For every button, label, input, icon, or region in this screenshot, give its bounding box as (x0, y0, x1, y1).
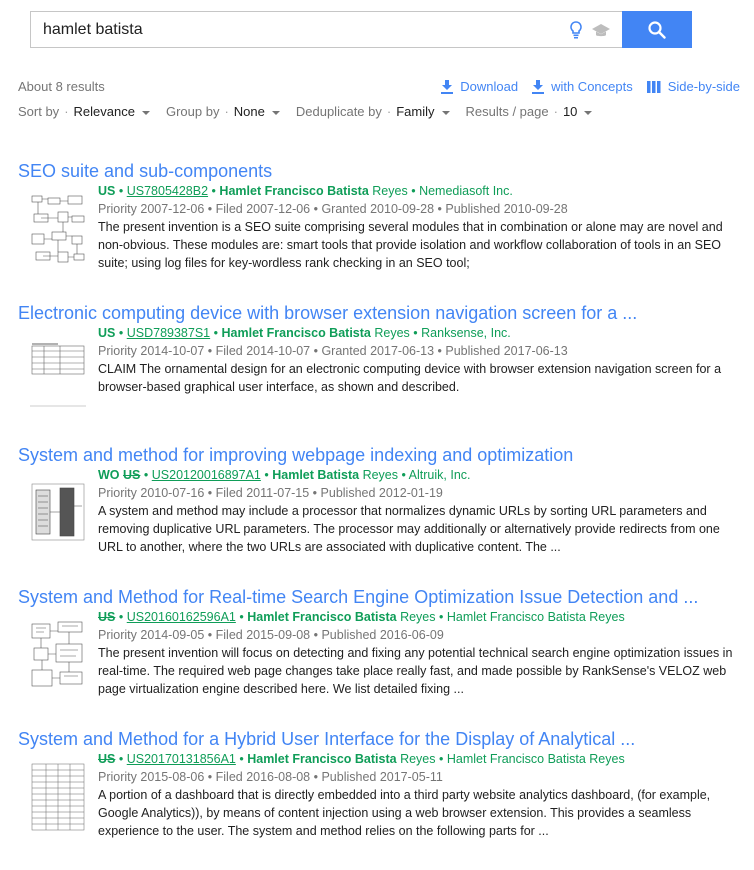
caret-down-icon (442, 111, 450, 115)
bullet-separator: • (213, 326, 219, 340)
result-publication-line (98, 324, 743, 342)
bullet-separator: • (438, 610, 444, 624)
concepts-label: with Concepts (551, 79, 633, 94)
result-item (18, 728, 743, 870)
results-per-page-dropdown[interactable] (563, 104, 592, 119)
results-meta-row (18, 79, 740, 95)
search-input[interactable] (43, 20, 543, 40)
result-dates: Priority 2014-09-05 • Filed 2015-09-08 • Published 2016-06-09 (98, 628, 444, 642)
result-abstract: CLAIM The ornamental design for an electronic computing device with browser extension navigation screen for a browser-based graphical user interface, as shown and described. (98, 362, 722, 394)
assignee-name: Hamlet Francisco Batista Reyes (446, 752, 625, 766)
result-thumbnail[interactable] (28, 760, 88, 836)
result-item (18, 160, 743, 302)
result-details (98, 750, 743, 840)
bullet-separator: • (118, 326, 124, 340)
inventor-name: Hamlet Batista (272, 468, 360, 482)
publication-number-link[interactable]: USD789387S1 (126, 326, 211, 340)
result-thumbnail[interactable] (28, 476, 88, 552)
result-abstract: The present invention is a SEO suite comprising several modules that in combination or alone may are novel and non-obvious. These modules are: smart tools that provide isolation and workflow collaboration of tools in an SEO suite; using log files for key-wordless rank checking in an SEO tool; (98, 220, 723, 270)
download-with-concepts-button[interactable] (532, 79, 633, 94)
result-title-link[interactable]: Electronic computing device with browser extension navigation screen for a ... (18, 303, 638, 323)
result-details (98, 466, 743, 556)
deduplicate-control (296, 104, 450, 119)
bullet-separator: • (211, 184, 216, 198)
group-by-dropdown[interactable] (234, 104, 280, 119)
side-by-side-label: Side-by-side (667, 79, 740, 94)
publication-number-link[interactable]: US20160162596A1 (126, 610, 236, 624)
result-title-link[interactable]: System and method for improving webpage indexing and optimization (18, 445, 574, 465)
inventor-rest: Reyes (372, 184, 408, 198)
result-publication-line (98, 750, 743, 768)
publication-number-link[interactable]: US20120016897A1 (151, 468, 261, 482)
country-code: US (98, 184, 116, 198)
inventor-rest: Reyes (400, 752, 436, 766)
inventor-name: Hamlet Francisco Batista (221, 326, 371, 340)
download-button[interactable] (441, 79, 518, 94)
bullet-separator: • (118, 610, 124, 624)
deduplicate-value: Family (396, 104, 435, 119)
results-list (18, 160, 743, 870)
bullet-separator: • (401, 468, 406, 482)
download-icon (441, 80, 453, 94)
country-code: WO (98, 468, 120, 482)
group-by-label: Group by (165, 104, 220, 119)
assignee-name: Hamlet Francisco Batista Reyes (446, 610, 625, 624)
search-bar (30, 11, 692, 48)
results-per-page-control (466, 104, 593, 119)
inventor-name: Hamlet Francisco Batista (247, 610, 397, 624)
result-dates: Priority 2010-07-16 • Filed 2011-07-15 • Published 2012-01-19 (98, 486, 443, 500)
sort-by-value: Relevance (73, 104, 135, 119)
caret-down-icon (584, 111, 592, 115)
inventor-rest: Reyes (374, 326, 410, 340)
group-by-value: None (233, 104, 265, 119)
result-abstract: A system and method may include a processor that normalizes dynamic URLs by sorting URL parameters and removing duplicative URL parameters. The processor may additionally or alternatively provide redirects from one URL to another, where the two URLs are associated with duplicative content. The ... (98, 504, 720, 554)
bullet-separator: • (239, 610, 244, 624)
side-by-side-button[interactable] (647, 79, 740, 94)
country-code-struck: US (98, 610, 116, 624)
results-count: About 8 results (18, 79, 105, 94)
result-item (18, 444, 743, 586)
inventor-name: Hamlet Francisco Batista (219, 184, 369, 198)
inventor-name: Hamlet Francisco Batista (247, 752, 397, 766)
assignee-name: Ranksense, Inc. (421, 326, 511, 340)
sort-separator: · (224, 104, 229, 119)
result-item (18, 302, 743, 444)
caret-down-icon (272, 111, 280, 115)
inventor-rest: Reyes (362, 468, 398, 482)
bullet-separator: • (118, 752, 124, 766)
search-icon (648, 21, 666, 39)
result-publication-line (98, 608, 743, 626)
result-thumbnail[interactable] (28, 334, 88, 410)
result-title-link[interactable]: System and Method for Real-time Search Engine Optimization Issue Detection and ... (18, 587, 699, 607)
sort-separator: · (386, 104, 392, 119)
bullet-separator: • (413, 326, 418, 340)
bullet-separator: • (118, 184, 124, 198)
deduplicate-label: Deduplicate by (295, 104, 382, 119)
group-by-control (166, 104, 280, 119)
country-code-struck: US (98, 752, 116, 766)
results-per-page-value: 10 (562, 104, 578, 119)
result-publication-line (98, 466, 743, 484)
sort-separator: · (553, 104, 558, 119)
bullet-separator: • (143, 468, 149, 482)
result-details (98, 608, 743, 698)
bullet-separator: • (264, 468, 269, 482)
publication-number-link[interactable]: US20170131856A1 (126, 752, 236, 766)
result-abstract: The present invention will focus on detecting and fixing any potential technical search engine optimization issues in real-time. The required web page changes take place really fast, and made possible by RankSense's VELOZ web page virtualization engine described here. We list detailed fixing ... (98, 646, 733, 696)
result-details (98, 324, 743, 396)
result-publication-line (98, 182, 743, 200)
result-actions (427, 79, 740, 94)
sort-by-dropdown[interactable] (74, 104, 150, 119)
result-dates: Priority 2014-10-07 • Filed 2014-10-07 • Granted 2017-06-13 • Published 2017-06-13 (98, 344, 568, 358)
results-per-page-label: Results / page (465, 104, 549, 119)
caret-down-icon (142, 111, 150, 115)
sort-by-control (18, 104, 150, 119)
search-box[interactable] (30, 11, 622, 48)
school-icon[interactable] (591, 21, 611, 39)
country-code-struck: US (123, 468, 141, 482)
download-label: Download (460, 79, 519, 94)
result-thumbnail[interactable] (28, 192, 88, 268)
result-thumbnail[interactable] (28, 618, 88, 694)
publication-number-link[interactable]: US7805428B2 (126, 184, 209, 198)
sort-separator: · (64, 104, 69, 119)
result-item (18, 586, 743, 728)
country-code: US (98, 326, 116, 340)
deduplicate-dropdown[interactable] (396, 104, 449, 119)
inventor-rest: Reyes (400, 610, 436, 624)
result-abstract: A portion of a dashboard that is directly embedded into a third party website analytics dashboard, (for example, Google Analytics)), by means of content injection using a web browser extension. This provides a seamless experience to the user. The system and method relies on the following parts for ... (98, 788, 711, 838)
result-dates: Priority 2015-08-06 • Filed 2016-08-08 • Published 2017-05-11 (98, 770, 443, 784)
result-dates: Priority 2007-12-06 • Filed 2007-12-06 • Granted 2010-09-28 • Published 2010-09-28 (98, 202, 568, 216)
search-button[interactable] (622, 11, 692, 48)
bullet-separator: • (438, 752, 444, 766)
sort-controls (18, 104, 608, 119)
concepts-download-icon (532, 80, 544, 94)
bullet-separator: • (239, 752, 244, 766)
bullet-separator: • (411, 184, 416, 198)
sort-by-label: Sort by (18, 104, 60, 119)
assignee-name: Altruik, Inc. (408, 468, 471, 482)
assignee-name: Nemediasoft Inc. (419, 184, 513, 198)
result-title-link[interactable]: SEO suite and sub-components (18, 161, 273, 181)
result-title-link[interactable]: System and Method for a Hybrid User Interface for the Display of Analytical ... (18, 729, 636, 749)
side-by-side-icon (647, 81, 661, 93)
bulb-icon[interactable] (569, 21, 583, 39)
result-details (98, 182, 743, 272)
